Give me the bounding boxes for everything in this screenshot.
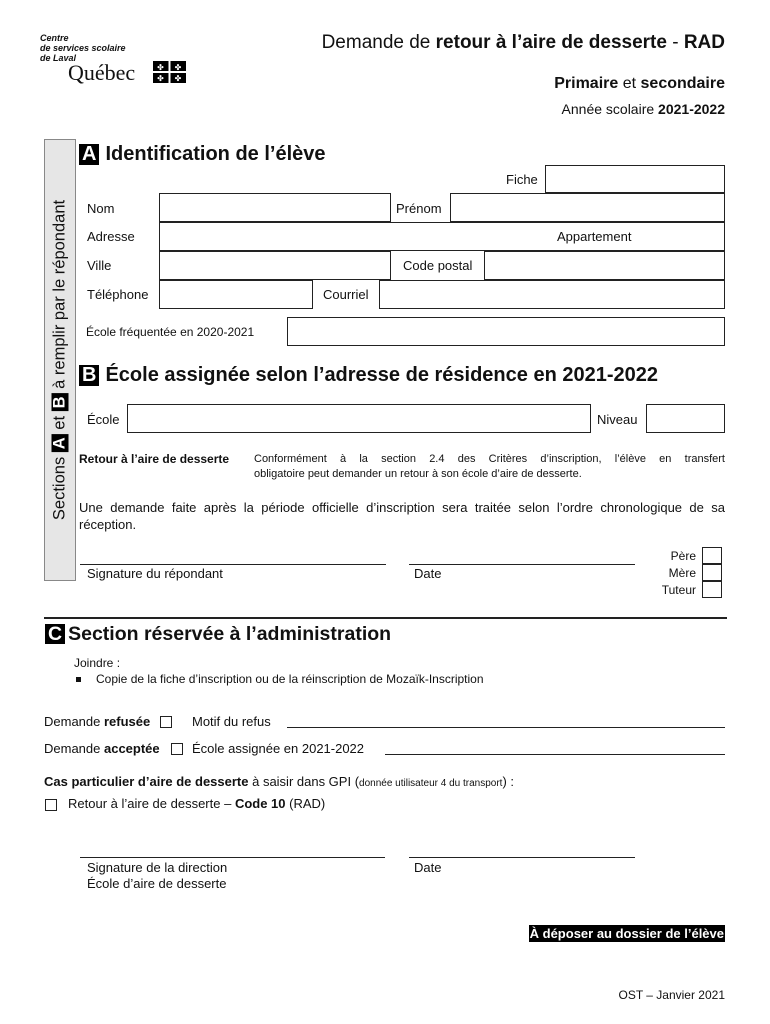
motif-line[interactable]: [287, 727, 725, 728]
deposer-banner: À déposer au dossier de l’élève: [529, 926, 724, 941]
adresse-label: Adresse: [87, 229, 135, 244]
bullet-icon: [76, 677, 81, 682]
svg-text:✤: ✤: [157, 63, 164, 72]
svg-text:✤: ✤: [157, 74, 164, 83]
section-a-letter: A: [79, 144, 99, 165]
joindre-label: Joindre :: [74, 656, 121, 670]
ecole-assignee-label: École assignée en 2021-2022: [192, 741, 365, 756]
quebec-flag-icon: [153, 61, 186, 88]
ecole-label: École: [87, 412, 120, 427]
tuteur-label: Tuteur: [661, 583, 696, 597]
nom-label: Nom: [87, 201, 115, 216]
retour-label: Retour à l’aire de desserte: [79, 452, 230, 466]
niveau-field[interactable]: [646, 404, 725, 433]
side-tab-label: Sections A et B à remplir par le répondant: [50, 199, 69, 521]
org-logo: [40, 33, 126, 63]
motif-label: Motif du refus: [192, 714, 271, 729]
page-title: Demande de retour à l’aire de desserte - RAD: [321, 32, 725, 53]
section-b-heading: [79, 364, 658, 387]
nom-field[interactable]: [159, 193, 391, 222]
ville-field[interactable]: [159, 251, 391, 280]
courriel-field[interactable]: [379, 280, 725, 309]
signature-line: [80, 564, 386, 565]
org-name-line1: Centre: [40, 33, 69, 43]
niveau-label: Niveau: [597, 412, 638, 427]
direction-date-line: [409, 857, 635, 858]
section-c-title: Section réservée à l’administration: [68, 623, 392, 645]
courriel-label: Courriel: [323, 287, 369, 302]
signature-label: Signature du répondant: [87, 566, 223, 581]
ville-label: Ville: [87, 258, 112, 273]
section-b-title: École assignée selon l’adresse de résidence en 2021-2022: [105, 364, 658, 386]
section-a-title: Identification de l’élève: [105, 143, 326, 165]
svg-text:✤: ✤: [174, 63, 182, 72]
section-c-divider: [44, 617, 727, 619]
section-c-heading: [45, 623, 391, 646]
joindre-item: Copie de la fiche d’inscription ou de la réinscription de Mozaïk-Inscription: [96, 672, 484, 686]
ecole-frequentee-label: École fréquentée en 2020-2021: [86, 325, 255, 339]
date-line: [409, 564, 635, 565]
cas-particulier: Cas particulier d’aire de desserte à saisir dans GPI (donnée utilisateur 4 du transport) :: [44, 774, 515, 789]
svg-text:✤: ✤: [174, 74, 182, 83]
pere-checkbox[interactable]: [702, 547, 722, 564]
ecole-frequentee-field[interactable]: [287, 317, 725, 346]
telephone-field[interactable]: [159, 280, 313, 309]
school-levels: Primaire et secondaire: [554, 75, 725, 92]
telephone-label: Téléphone: [87, 287, 149, 302]
retour-code10-checkbox[interactable]: [45, 799, 57, 811]
ecole-aire-label: École d’aire de desserte: [87, 876, 227, 891]
refusee-checkbox[interactable]: [160, 716, 172, 728]
section-a-heading: [79, 143, 326, 166]
mere-label: Mère: [668, 566, 696, 580]
quebec-wordmark: Québec: [68, 60, 136, 85]
refusee-row: Demande refusée: [44, 714, 151, 729]
org-name-line3: de Laval: [40, 53, 77, 63]
retour-code10-label: Retour à l’aire de desserte – Code 10 (RAD): [68, 796, 326, 811]
prenom-field[interactable]: [450, 193, 725, 222]
ecole-assignee-line[interactable]: [385, 754, 725, 755]
direction-signature-label: Signature de la direction: [87, 860, 228, 875]
retour-description: Conformément à la section 2.4 des Critères d’inscription, l’élève en transfert obligatoire peut demander un retour à son école d’aire de desserte.: [254, 453, 725, 480]
code-postal-field[interactable]: [484, 251, 725, 280]
direction-date-label: Date: [414, 860, 442, 875]
appartement-label: Appartement: [557, 229, 632, 244]
code-postal-label: Code postal: [403, 258, 473, 273]
ecole-field[interactable]: [127, 404, 591, 433]
org-name-line2: de services scolaire: [40, 43, 126, 53]
mere-checkbox[interactable]: [702, 564, 722, 581]
fiche-label: Fiche: [506, 172, 538, 187]
date-label: Date: [414, 566, 442, 581]
late-request-note: Une demande faite après la période officielle d’inscription sera traitée selon l’ordre chronologique de sa réception.: [79, 500, 725, 532]
form-version: OST – Janvier 2021: [618, 988, 725, 1002]
tuteur-checkbox[interactable]: [702, 581, 722, 598]
fiche-field[interactable]: [545, 165, 725, 193]
school-year: Année scolaire 2021-2022: [561, 101, 725, 117]
section-c-letter: C: [45, 624, 65, 644]
pere-label: Père: [670, 549, 696, 563]
adresse-field[interactable]: [159, 222, 725, 251]
section-b-letter: B: [79, 365, 99, 386]
direction-signature-line: [80, 857, 385, 858]
prenom-label: Prénom: [396, 201, 442, 216]
acceptee-checkbox[interactable]: [171, 743, 183, 755]
acceptee-row: Demande acceptée: [44, 741, 160, 756]
